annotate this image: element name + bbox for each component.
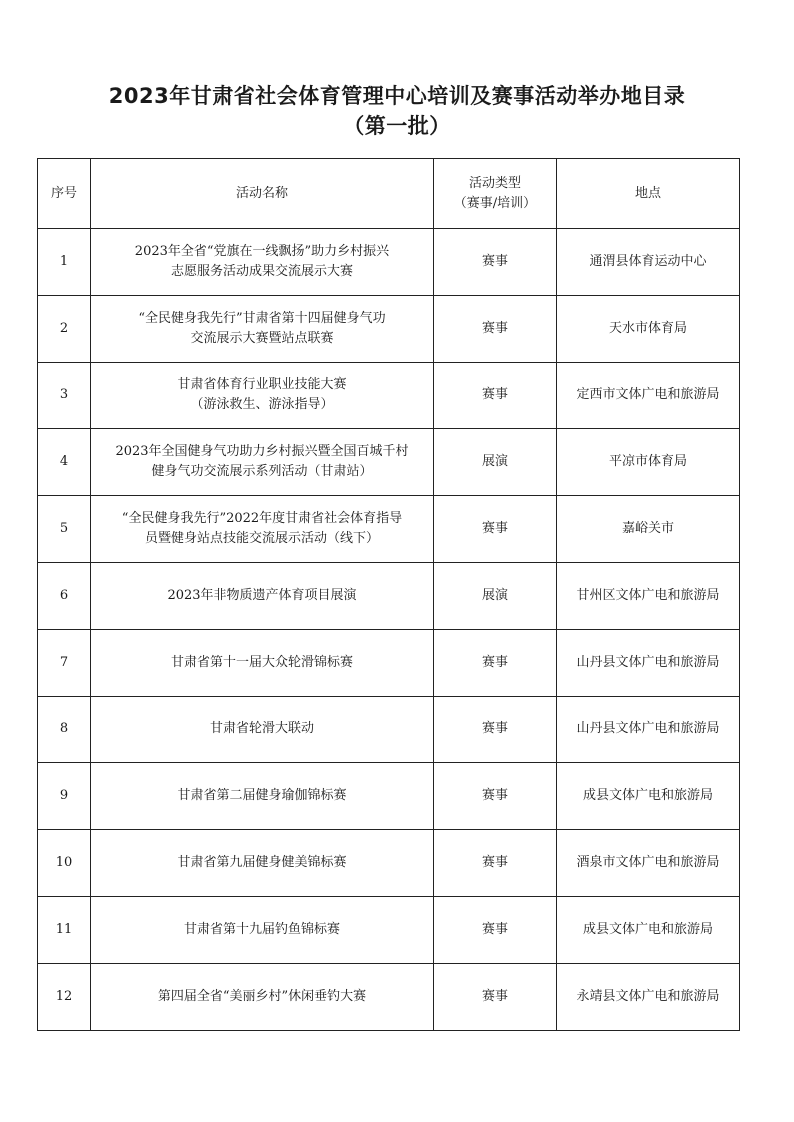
- header-type: [434, 159, 557, 229]
- activity-name-line: 甘肃省第九届健身健美锦标赛: [177, 855, 347, 871]
- activity-name-line: 甘肃省第二届健身瑜伽锦标赛: [177, 788, 347, 804]
- activity-place: 通渭县体育运动中心: [557, 229, 740, 296]
- activity-name: [91, 496, 434, 563]
- row-number: 11: [38, 896, 91, 963]
- activity-type: 赛事: [434, 896, 557, 963]
- activity-type: 赛事: [434, 830, 557, 897]
- row-number: 9: [38, 763, 91, 830]
- activity-name-line: 第四届全省“美丽乡村”休闲垂钓大赛: [157, 988, 367, 1004]
- activity-place: 山丹县文体广电和旅游局: [557, 629, 740, 696]
- activity-place: 永靖县文体广电和旅游局: [557, 963, 740, 1030]
- header-type-line2: （赛事/培训）: [453, 195, 537, 211]
- row-number: 4: [38, 429, 91, 496]
- activity-name-line: 2023年全国健身气功助力乡村振兴暨全国百城千村: [115, 444, 409, 460]
- activity-name: [91, 696, 434, 763]
- row-number: 7: [38, 629, 91, 696]
- table-row: [38, 963, 740, 1030]
- activity-name-line: 交流展示大赛暨站点联赛: [190, 330, 334, 346]
- activity-type: 赛事: [434, 496, 557, 563]
- activity-place: 酒泉市文体广电和旅游局: [557, 830, 740, 897]
- activity-name-line: 甘肃省体育行业职业技能大赛: [177, 377, 347, 393]
- row-number: 10: [38, 830, 91, 897]
- document-title: 2023年甘肃省社会体育管理中心培训及赛事活动举办地目录: [108, 84, 686, 108]
- activity-name-line: 员暨健身站点技能交流展示活动（线下）: [144, 531, 379, 547]
- activity-type: 赛事: [434, 362, 557, 429]
- activity-type: 展演: [434, 562, 557, 629]
- activity-name-line: 健身气功交流展示系列活动（甘肃站）: [151, 464, 373, 480]
- activity-name-line: 2023年非物质遗产体育项目展演: [167, 587, 357, 603]
- activity-place: 成县文体广电和旅游局: [557, 763, 740, 830]
- document-subtitle: （第一批）: [343, 114, 451, 138]
- table-row: [38, 295, 740, 362]
- activity-name-line: （游泳救生、游泳指导）: [190, 397, 334, 413]
- activity-name-line: “全民健身我先行”甘肃省第十四届健身气功: [138, 310, 386, 326]
- activity-table: [37, 158, 740, 1031]
- activity-name-line: 志愿服务活动成果交流展示大赛: [170, 263, 353, 279]
- activity-type: 展演: [434, 429, 557, 496]
- row-number: 5: [38, 496, 91, 563]
- activity-name: [91, 763, 434, 830]
- activity-place: 天水市体育局: [557, 295, 740, 362]
- table-row: [38, 830, 740, 897]
- activity-name: [91, 896, 434, 963]
- activity-place: 甘州区文体广电和旅游局: [557, 562, 740, 629]
- table-row: [38, 629, 740, 696]
- activity-type: 赛事: [434, 295, 557, 362]
- header-row: [38, 159, 740, 229]
- activity-place: 嘉峪关市: [557, 496, 740, 563]
- activity-name: [91, 562, 434, 629]
- table-row: [38, 496, 740, 563]
- header-no: 序号: [38, 159, 91, 229]
- activity-type: 赛事: [434, 963, 557, 1030]
- activity-place: 山丹县文体广电和旅游局: [557, 696, 740, 763]
- activity-type: 赛事: [434, 696, 557, 763]
- table-row: [38, 429, 740, 496]
- row-number: 3: [38, 362, 91, 429]
- table-row: [38, 562, 740, 629]
- header-type-line1: 活动类型: [468, 175, 521, 191]
- activity-name: [91, 629, 434, 696]
- table-row: [38, 696, 740, 763]
- table-row: [38, 362, 740, 429]
- activity-name-line: 甘肃省第十一届大众轮滑锦标赛: [170, 654, 353, 670]
- activity-place: 平凉市体育局: [557, 429, 740, 496]
- activity-name-line: “全民健身我先行”2022年度甘肃省社会体育指导: [121, 511, 403, 527]
- activity-name: [91, 362, 434, 429]
- activity-name-line: 甘肃省第十九届钓鱼锦标赛: [183, 921, 340, 937]
- activity-place: 成县文体广电和旅游局: [557, 896, 740, 963]
- row-number: 12: [38, 963, 91, 1030]
- table-row: [38, 229, 740, 296]
- activity-place: 定西市文体广电和旅游局: [557, 362, 740, 429]
- row-number: 1: [38, 229, 91, 296]
- activity-name: [91, 229, 434, 296]
- activity-name: [91, 429, 434, 496]
- table-header: [38, 159, 740, 229]
- activity-type: 赛事: [434, 629, 557, 696]
- activity-name: [91, 963, 434, 1030]
- activity-name: [91, 295, 434, 362]
- activity-name-line: 2023年全省“党旗在一线飘扬”助力乡村振兴: [134, 243, 390, 259]
- header-place: 地点: [557, 159, 740, 229]
- header-name: 活动名称: [91, 159, 434, 229]
- table-body: [38, 229, 740, 1031]
- row-number: 2: [38, 295, 91, 362]
- row-number: 6: [38, 562, 91, 629]
- activity-name-line: 甘肃省轮滑大联动: [209, 721, 314, 737]
- activity-type: 赛事: [434, 229, 557, 296]
- table-row: [38, 763, 740, 830]
- activity-name: [91, 830, 434, 897]
- table-row: [38, 896, 740, 963]
- activity-type: 赛事: [434, 763, 557, 830]
- row-number: 8: [38, 696, 91, 763]
